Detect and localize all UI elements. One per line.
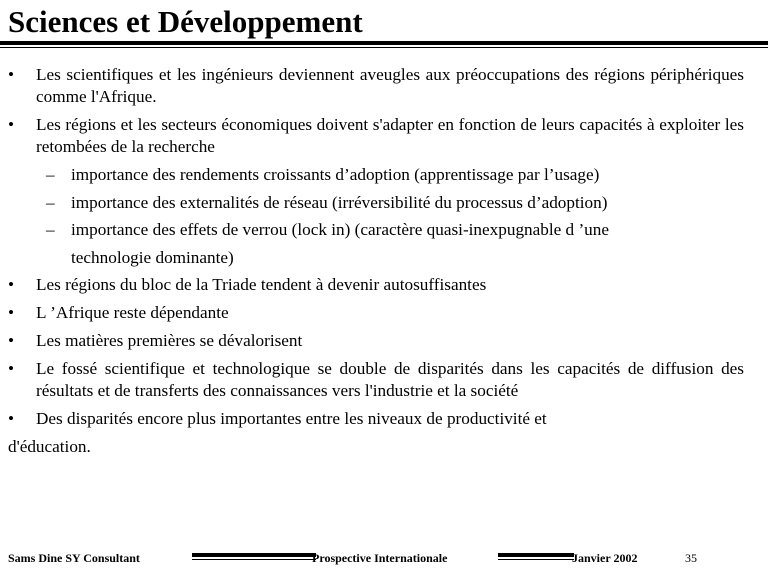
bullet-marker: • <box>8 303 15 322</box>
bullet-marker: • <box>8 115 15 134</box>
footer-rule-left-thin <box>192 559 316 560</box>
bullet-item <box>0 114 768 158</box>
sub-bullet-item <box>0 164 768 186</box>
footer-rule-left <box>192 553 316 557</box>
bullet-marker: • <box>8 409 15 428</box>
continuation-text: d'éducation. <box>8 437 91 456</box>
sub-bullet-text: importance des effets de verrou (lock in) (caractère quasi-inexpugnable d ’une technologie dominante) <box>71 220 609 267</box>
slide-body <box>0 64 768 458</box>
bullet-marker: • <box>8 275 15 294</box>
bullet-text: Le fossé scientifique et technologique se double de disparités dans les capacités de diffusion des résultats et de transferts des connaissances vers l'industrie et la société <box>36 359 744 400</box>
bullet-text: Les matières premières se dévalorisent <box>36 331 303 350</box>
footer-topic: Prospective Internationale <box>312 551 448 565</box>
bullet-text: Les régions et les secteurs économiques doivent s'adapter en fonction de leurs capacités à exploiter les retombées de la recherche <box>36 115 744 156</box>
bullet-item <box>0 358 768 402</box>
footer-page-number: 35 <box>685 551 697 565</box>
slide-footer <box>0 548 768 568</box>
bullet-item <box>0 302 768 324</box>
slide-title: Sciences et Développement <box>8 4 363 39</box>
title-rule-thin <box>0 47 768 48</box>
bullet-text: L ’Afrique reste dépendante <box>36 303 229 322</box>
bullet-marker: • <box>8 359 15 378</box>
bullet-item <box>0 330 768 352</box>
bullet-marker: • <box>8 331 15 350</box>
bullet-text: Les scientifiques et les ingénieurs deviennent aveugles aux préoccupations des régions périphériques comme l'Afrique. <box>36 65 744 106</box>
footer-rule-right <box>498 553 574 557</box>
bullet-item <box>0 408 768 430</box>
sub-bullet-marker: – <box>46 165 55 184</box>
sub-bullet-item <box>0 216 768 272</box>
bullet-text: Les régions du bloc de la Triade tendent à devenir autosuffisantes <box>36 275 487 294</box>
sub-bullet-marker: – <box>46 220 55 239</box>
bullet-text: Des disparités encore plus importantes entre les niveaux de productivité et <box>36 409 547 428</box>
bullet-item <box>0 274 768 296</box>
footer-author: Sams Dine SY Consultant <box>8 551 140 565</box>
title-rule <box>0 41 768 45</box>
sub-bullet-text: importance des externalités de réseau (irréversibilité du processus d’adoption) <box>71 193 608 212</box>
sub-bullet-text: importance des rendements croissants d’adoption (apprentissage par l’usage) <box>71 165 600 184</box>
bullet-marker: • <box>8 65 15 84</box>
footer-date: Janvier 2002 <box>572 551 638 565</box>
footer-rule-right-thin <box>498 559 574 560</box>
sub-bullet-item <box>0 192 768 214</box>
sub-bullet-marker: – <box>46 193 55 212</box>
bullet-item <box>0 64 768 108</box>
